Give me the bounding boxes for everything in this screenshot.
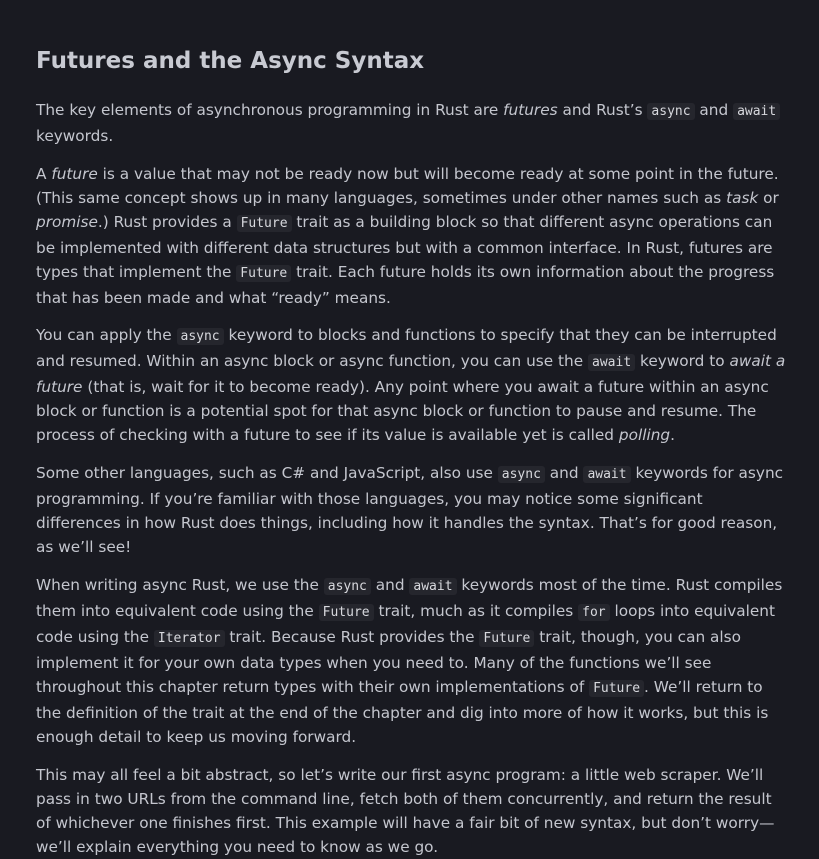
paragraph bbox=[36, 162, 788, 310]
emphasis-text: future bbox=[51, 165, 98, 183]
paragraph bbox=[36, 573, 788, 749]
paragraph-text: . We’ll return to the definition of the trait at the end of the chapter and dig into more of how it works, but this is enough detail to keep us moving forward. bbox=[36, 678, 769, 746]
paragraph-text: and bbox=[544, 464, 584, 482]
paragraph-text: This may all feel a bit abstract, so let’s write our first async program: a little web scraper. We’ll pass in two URLs from the command line, fetch both of them concurrently, and return the result of whichever one finishes first. This example will have a fair bit of new syntax, but don’t worry—we’ll explain everything you need to know as we go. bbox=[36, 766, 775, 856]
inline-code: async bbox=[498, 466, 545, 483]
paragraph bbox=[36, 98, 788, 148]
paragraph-text: keywords most of the time. Rust compiles them into equivalent code using the bbox=[36, 576, 783, 620]
article-body bbox=[36, 98, 788, 859]
inline-code: Future bbox=[236, 265, 291, 282]
paragraph-text: keywords for async programming. If you’re familiar with those languages, you may notice some significant differences in how Rust does things, including how it handles the syntax. That’s for good reason, as we’ll see! bbox=[36, 464, 784, 556]
paragraph-text: trait, much as it compiles bbox=[373, 602, 579, 620]
paragraph-text: . bbox=[670, 426, 675, 444]
paragraph bbox=[36, 461, 788, 559]
inline-code: async bbox=[324, 578, 371, 595]
emphasis-text: futures bbox=[503, 101, 558, 119]
inline-code: Iterator bbox=[154, 630, 225, 647]
paragraph-text: keywords. bbox=[36, 127, 114, 145]
inline-code: Future bbox=[237, 215, 292, 232]
inline-code: Future bbox=[479, 630, 534, 647]
emphasis-text: polling bbox=[618, 426, 671, 444]
inline-code: async bbox=[177, 328, 224, 345]
inline-code: await bbox=[583, 466, 630, 483]
page-title: Futures and the Async Syntax bbox=[36, 48, 425, 74]
inline-code: await bbox=[409, 578, 456, 595]
inline-code: Future bbox=[589, 680, 644, 697]
paragraph-text: keyword to bbox=[635, 352, 730, 370]
paragraph-text: When writing async Rust, we use the bbox=[36, 576, 324, 594]
emphasis-text: promise bbox=[36, 213, 98, 231]
paragraph-text: You can apply the bbox=[36, 326, 177, 344]
paragraph-text: A bbox=[36, 165, 52, 183]
paragraph-text: The key elements of asynchronous programming in Rust are bbox=[36, 101, 504, 119]
paragraph-text: trait as a building block so that different async operations can be implemented with different data structures but with a common interface. In Rust, futures are types that implement the bbox=[36, 213, 773, 281]
paragraph-text: (that is, wait for it to become ready). Any point where you await a future within an async block or function is a potential spot for that async block or function to pause and resume. The process of checking with a future to see if its value is available yet is called bbox=[36, 378, 769, 444]
paragraph-text: and bbox=[694, 101, 734, 119]
paragraph-text: or bbox=[758, 189, 779, 207]
inline-code: await bbox=[588, 354, 635, 371]
paragraph-text: Some other languages, such as C# and JavaScript, also use bbox=[36, 464, 498, 482]
paragraph-text: is a value that may not be ready now but will become ready at some point in the future. (This same concept shows up in many languages, sometimes under other names such as bbox=[36, 165, 779, 207]
emphasis-text: task bbox=[726, 189, 759, 207]
paragraph-text: trait. Because Rust provides the bbox=[224, 628, 480, 646]
paragraph-text: keyword to blocks and functions to specify that they can be interrupted and resumed. Within an async block or async function, you can use the bbox=[36, 326, 777, 370]
paragraph-text: trait, though, you can also implement it for your own data types when you need to. Many of the functions we’ll see throughout this chapter return types with their own implementations of bbox=[36, 628, 741, 696]
inline-code: async bbox=[647, 103, 694, 120]
inline-code: for bbox=[578, 604, 609, 621]
paragraph-text: .) Rust provides a bbox=[97, 213, 237, 231]
paragraph-text: and Rust’s bbox=[557, 101, 648, 119]
paragraph-text: loops into equivalent code using the bbox=[36, 602, 775, 646]
paragraph-text: trait. Each future holds its own information about the progress that has been made and what “ready” means. bbox=[36, 263, 775, 307]
inline-code: Future bbox=[319, 604, 374, 621]
inline-code: await bbox=[733, 103, 780, 120]
emphasis-text: await a future bbox=[36, 352, 786, 396]
paragraph bbox=[36, 763, 788, 859]
paragraph-text: and bbox=[370, 576, 410, 594]
paragraph bbox=[36, 323, 788, 447]
